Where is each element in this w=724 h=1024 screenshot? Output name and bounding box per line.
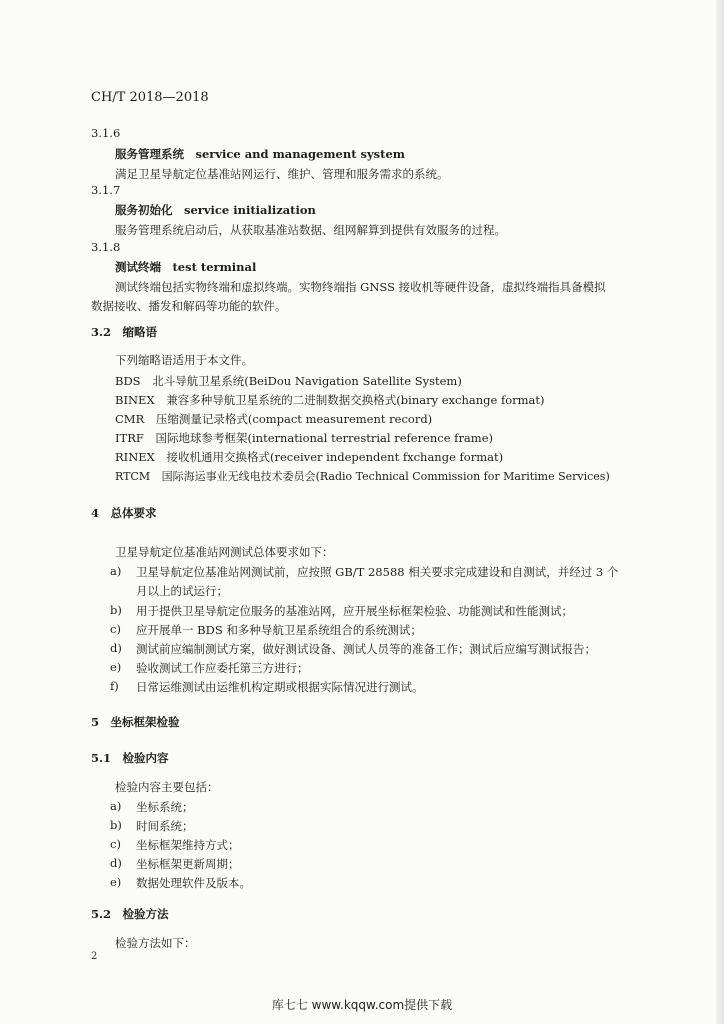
abbreviation-row xyxy=(115,468,610,484)
list-item-text: 应开展单一 BDS 和多种导航卫星系统组合的系统测试； xyxy=(136,623,422,637)
definition-text: 满足卫星导航定位基准站网运行、维护、管理和服务需求的系统。 xyxy=(115,167,449,181)
term-title: 服务管理系统 service and management system xyxy=(115,147,405,161)
abbreviation-key: BDS xyxy=(115,374,141,388)
list-item-text: 时间系统； xyxy=(136,819,194,833)
abbreviation-text: 北斗导航卫星系统(BeiDou Navigation Satellite System) xyxy=(152,374,462,388)
section-heading: 4 总体要求 xyxy=(91,506,157,520)
term-title: 服务初始化 service initialization xyxy=(115,203,316,217)
section-intro: 下列缩略语适用于本文件。 xyxy=(115,353,253,367)
section-heading: 5.2 检验方法 xyxy=(91,907,169,921)
list-label: a) xyxy=(110,564,122,578)
list-item-text: 卫星导航定位基准站网测试前，应按照 GB/T 28588 相关要求完成建设和自测试，并经过 3 个 xyxy=(136,565,619,579)
abbreviation-text: 国际地球参考框架(international terrestrial reference frame) xyxy=(155,431,493,445)
list-label: f) xyxy=(110,679,119,693)
list-label: e) xyxy=(110,875,122,889)
list-label: b) xyxy=(110,603,122,617)
list-label: c) xyxy=(110,837,121,851)
section-heading: 5.1 检验内容 xyxy=(91,751,169,765)
clause-number: 3.1.7 xyxy=(91,183,121,197)
abbreviation-text: 兼容多种导航卫星系统的二进制数据交换格式(binary exchange format) xyxy=(166,393,545,407)
list-item-text: 月以上的试运行； xyxy=(136,584,228,598)
section-intro: 检验方法如下： xyxy=(115,936,196,950)
abbreviation-text: 接收机通用交换格式(receiver independent fxchange format) xyxy=(166,450,504,464)
clause-number: 3.1.6 xyxy=(91,126,121,140)
list-item-text: 测试前应编制测试方案，做好测试设备、测试人员等的准备工作；测试后应编写测试报告； xyxy=(136,642,596,656)
standard-header: CH/T 2018—2018 xyxy=(91,90,209,105)
definition-text: 测试终端包括实物终端和虚拟终端。实物终端指 GNSS 接收机等硬件设备，虚拟终端指具备模拟 xyxy=(115,280,606,294)
page-number: 2 xyxy=(91,951,98,962)
list-item-text: 坐标系统； xyxy=(136,800,194,814)
abbreviation-key: RTCM xyxy=(115,470,151,483)
abbreviation-text: 国际海运事业无线电技术委员会(Radio Technical Commission for Maritime Services) xyxy=(161,470,610,483)
clause-number: 3.1.8 xyxy=(91,240,121,254)
abbreviation-key: ITRF xyxy=(115,431,144,445)
abbreviation-key: BINEX xyxy=(115,393,155,407)
list-item-text: 用于提供卫星导航定位服务的基准站网，应开展坐标框架检验、功能测试和性能测试； xyxy=(136,604,573,618)
abbreviation-row xyxy=(115,373,462,389)
list-label: b) xyxy=(110,818,122,832)
abbreviation-row xyxy=(115,430,493,446)
download-footer: 库七七 www.kqqw.com提供下载 xyxy=(271,998,453,1012)
section-heading: 3.2 缩略语 xyxy=(91,325,158,339)
list-label: e) xyxy=(110,660,122,674)
list-label: a) xyxy=(110,799,122,813)
list-item-text: 日常运维测试由运维机构定期或根据实际情况进行测试。 xyxy=(136,680,424,694)
abbreviation-key: RINEX xyxy=(115,450,155,464)
definition-text: 服务管理系统启动后，从获取基准站数据、组网解算到提供有效服务的过程。 xyxy=(115,223,506,237)
list-label: c) xyxy=(110,622,121,636)
section-heading: 5 坐标框架检验 xyxy=(91,715,180,729)
list-item-text: 坐标框架维持方式； xyxy=(136,838,240,852)
abbreviation-row xyxy=(115,411,432,427)
list-item-text: 数据处理软件及版本。 xyxy=(136,876,251,890)
list-label: d) xyxy=(110,641,122,655)
page-edge xyxy=(716,0,724,1024)
list-item-text: 坐标框架更新周期； xyxy=(136,857,240,871)
list-item-text: 验收测试工作应委托第三方进行； xyxy=(136,661,309,675)
abbreviation-row xyxy=(115,392,545,408)
definition-text: 数据接收、播发和解码等功能的软件。 xyxy=(91,299,287,313)
section-intro: 检验内容主要包括： xyxy=(115,780,219,794)
abbreviation-key: CMR xyxy=(115,412,145,426)
abbreviation-text: 压缩测量记录格式(compact measurement record) xyxy=(155,412,433,426)
section-intro: 卫星导航定位基准站网测试总体要求如下： xyxy=(115,545,334,559)
term-title: 测试终端 test terminal xyxy=(115,260,257,274)
list-label: d) xyxy=(110,856,122,870)
abbreviation-row xyxy=(115,449,503,465)
